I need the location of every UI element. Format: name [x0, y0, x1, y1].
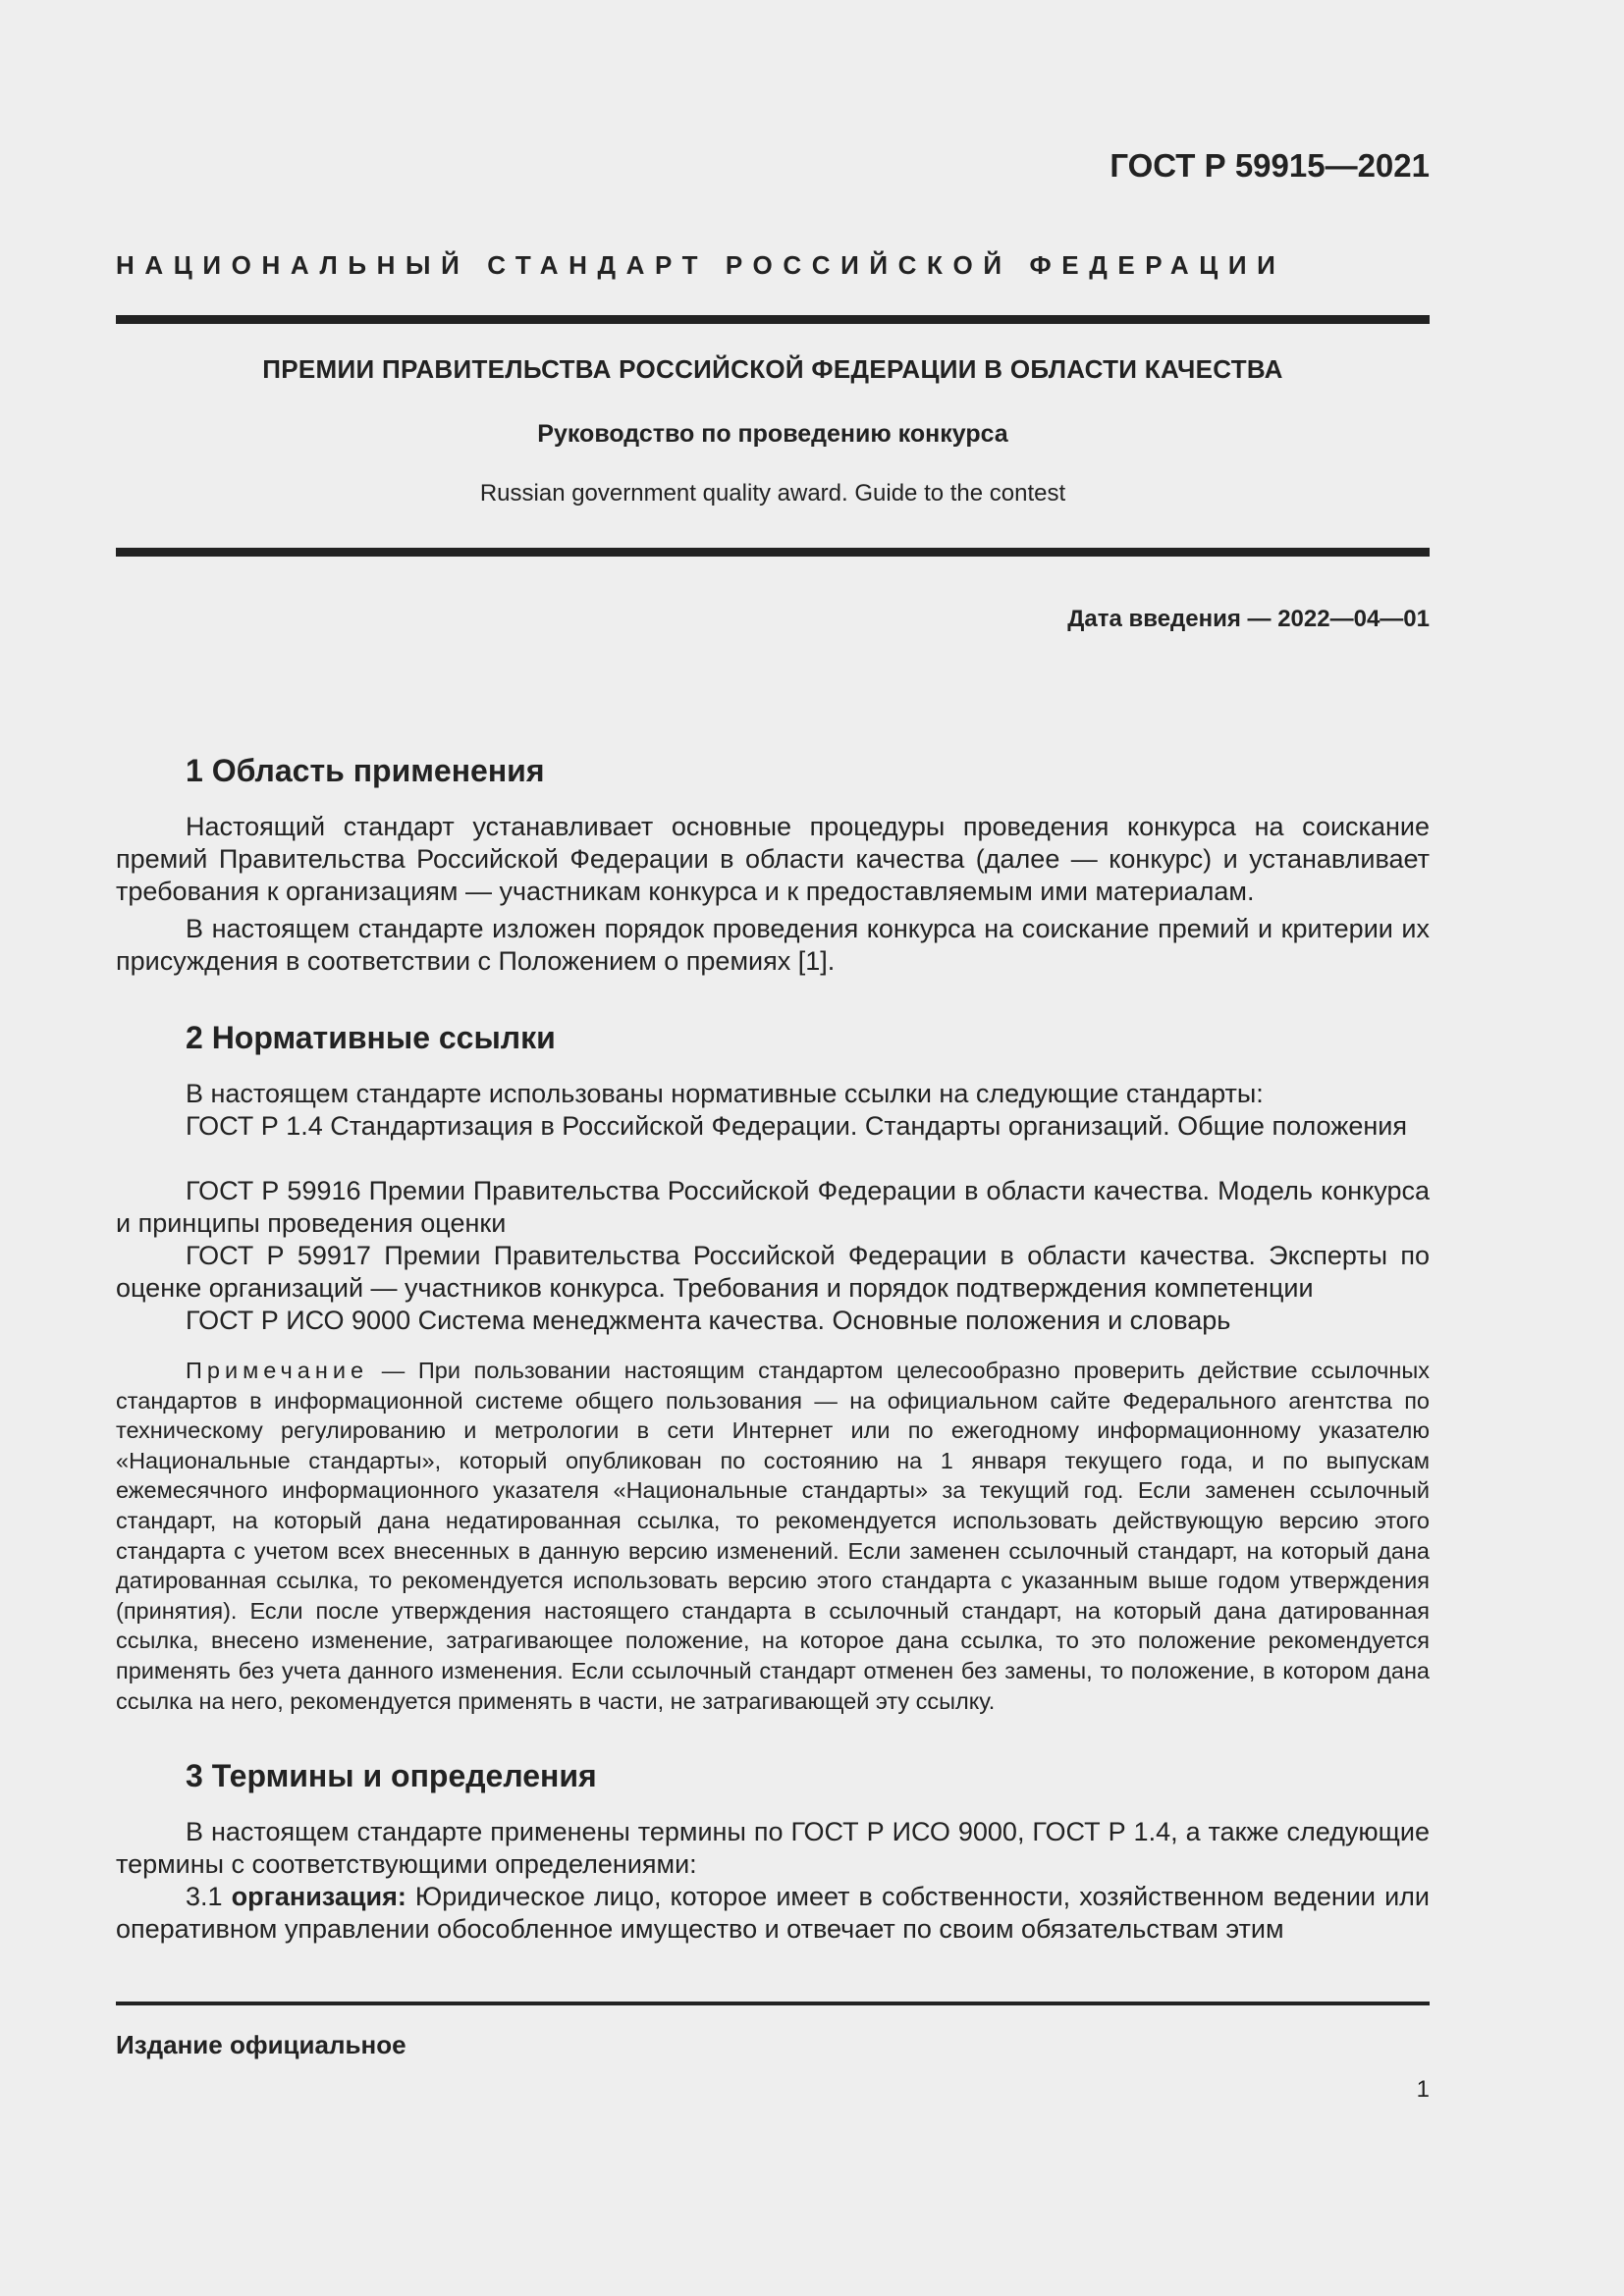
terms-intro: В настоящем стандарте применены термины по ГОСТ Р ИСО 9000, ГОСТ Р 1.4, а также следующие термины с соответствующими определениями:	[116, 1817, 1430, 1879]
national-standard-banner: НАЦИОНАЛЬНЫЙ СТАНДАРТ РОССИЙСКОЙ ФЕДЕРАЦИИ	[116, 250, 1286, 280]
scope-paragraph-1: Настоящий стандарт устанавливает основные процедуры проведения конкурса на соискание премий Правительства Российской Федерации в области качества (далее — конкурс) и устанавливает требования к организациям — участникам конкурса и к предоставляемым ими материалам.	[116, 812, 1430, 906]
section-heading-terms: 3 Термины и определения	[186, 1758, 597, 1793]
section-heading-scope: 1 Область применения	[186, 753, 545, 788]
english-title: Russian government quality award. Guide to the contest	[479, 480, 1066, 507]
normative-ref-item: ГОСТ Р 59916 Премии Правительства Российской Федерации в области качества. Модель конкурса и принципы проведения оценки	[116, 1176, 1430, 1238]
footer-rule	[116, 2002, 1430, 2005]
document-subtitle: Руководство по проведению конкурса	[537, 420, 1008, 448]
section-heading-normative-references: 2 Нормативные ссылки	[186, 1020, 556, 1055]
term-definition	[116, 1881, 1430, 1946]
normative-ref-item: ГОСТ Р ИСО 9000 Система менеджмента качества. Основные положения и словарь	[186, 1306, 1231, 1335]
note-label: Примечание	[186, 1358, 369, 1383]
scope-paragraph-2: В настоящем стандарте изложен порядок проведения конкурса на соискание премий и критерии их присуждения в соответствии с Положением о премиях [1].	[116, 914, 1430, 976]
term-text: Юридическое лицо, которое имеет в собственности, хозяйственном ведении или оперативном управлении обособленное имущество и отвечает по своим обязательствам этим	[116, 1882, 1430, 1944]
normative-intro: В настоящем стандарте использованы нормативные ссылки на следующие стандарты:	[186, 1079, 1264, 1108]
term-name: организация:	[231, 1882, 406, 1911]
document-title: ПРЕМИИ ПРАВИТЕЛЬСТВА РОССИЙСКОЙ ФЕДЕРАЦИИ В ОБЛАСТИ КАЧЕСТВА	[262, 354, 1283, 384]
normative-ref-item: ГОСТ Р 1.4 Стандартизация в Российской Федерации. Стандарты организаций. Общие положения	[186, 1111, 1407, 1141]
page-number: 1	[1416, 2076, 1430, 2103]
document-number: ГОСТ Р 59915—2021	[1110, 147, 1430, 184]
top-rule	[116, 315, 1430, 324]
title-rule	[116, 548, 1430, 557]
normative-note	[116, 1356, 1430, 1716]
note-text: — При пользовании настоящим стандартом целесообразно проверить действие ссылочных стандартов в информационной системе общего пользования — на официальном сайте Федерального агентства по техническому регулированию и метрологии в сети Интернет или по ежегодному информационному указателю «Национальные стандарты», который опубликован по состоянию на 1 января текущего года, и по выпускам ежемесячного информационного указателя «Национальные стандарты» за текущий год. Если заменен ссылочный стандарт, на который дана недатированная ссылка, то рекомендуется использовать действующую версию этого стандарта с учетом всех внесенных в данную версию изменений. Если заменен ссылочный стандарт, на который дана датированная ссылка, то рекомендуется использовать версию этого стандарта с указанным выше годом утверждения (принятия). Если после утверждения настоящего стандарта в ссылочный стандарт, на который дана датированная ссылка, внесено изменение, затрагивающее положение, на которое дана ссылка, то это положение рекомендуется применять без учета данного изменения. Если ссылочный стандарт отменен без замены, то положение, в котором дана ссылка на него, рекомендуется применять в части, не затрагивающей эту ссылку.	[116, 1358, 1430, 1714]
term-number: 3.1	[186, 1882, 223, 1911]
normative-ref-item: ГОСТ Р 59917 Премии Правительства Российской Федерации в области качества. Эксперты по оценке организаций — участников конкурса. Требования и порядок подтверждения компетенции	[116, 1241, 1430, 1303]
official-edition-label: Издание официальное	[116, 2030, 406, 2059]
introduction-date: Дата введения — 2022—04—01	[1067, 606, 1430, 632]
